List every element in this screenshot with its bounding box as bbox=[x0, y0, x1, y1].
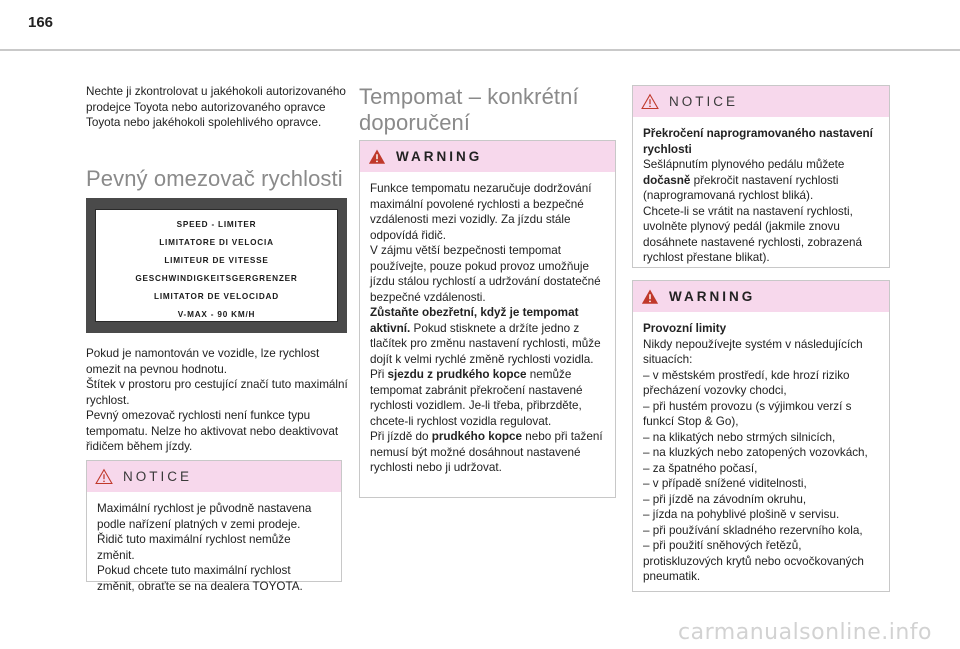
notice-box-left bbox=[86, 460, 342, 593]
watermark: carmanualsonline.info bbox=[678, 620, 932, 645]
warning-para: nebo při tažení nemusí být možné dosáhnout nastavené rychlosti nebo ji udržovat. bbox=[370, 430, 603, 474]
warning-para: nemůže tempomat zabránit překročení nastavené rychlosti vozidlem. Je-li třeba, přibrzděte, chcete-li rychlost vozidla regulovat. bbox=[370, 368, 583, 428]
label-line: LIMITEUR DE VITESSE bbox=[164, 256, 269, 265]
warning-text bbox=[633, 312, 889, 585]
section-heading-fixed-limiter: Pevný omezovač rychlosti bbox=[86, 166, 343, 191]
warning-box-right bbox=[632, 280, 890, 592]
warning-title: WARNING bbox=[396, 149, 483, 164]
notice-title: NOTICE bbox=[669, 94, 739, 109]
page-number: 166 bbox=[28, 14, 54, 31]
warning-header bbox=[633, 281, 889, 312]
warning-bold: sjezdu z prudkého kopce bbox=[387, 368, 527, 381]
label-line: LIMITATORE DI VELOCIA bbox=[159, 238, 274, 247]
intro-text: Nechte ji zkontrolovat u jakéhokoli autorizovaného prodejce Toyota nebo autorizovaného opravce Toyota nebo jakéhokoli spolehlivého opravce. bbox=[86, 85, 346, 129]
notice-text bbox=[633, 117, 889, 266]
label-line: GESCHWINDIGKEITSGERGRENZER bbox=[135, 274, 298, 283]
warning-header bbox=[360, 141, 615, 172]
speed-limiter-label-image bbox=[86, 198, 347, 333]
label-line: V-MAX - 90 KM/H bbox=[177, 310, 256, 319]
warning-list: Nikdy nepoužívejte systém v následujících situacích: – v městském prostředí, kde hrozí riziko přecházení vozovky chodci, – při hustém provozu (s výjimkou verzí s funkcí Stop & Go), – na klikatých nebo strmých silnicích, – na kluzkých nebo zatopených vozovkách, – za špatného počasí, – v případě snížené viditelnosti, – při jízdě na závodním okruhu, – jízda na pohyblivé plošině v servisu. – při používání skladného rezervního kola, – při použití sněhových řetězů, protiskluzových krytů nebo ocvočkovaných pneumatik. bbox=[643, 337, 868, 583]
label-line: LIMITATOR DE VELOCIDAD bbox=[154, 292, 279, 301]
notice-para: Sešlápnutím plynového pedálu můžete bbox=[643, 158, 845, 171]
notice-bold: dočasně bbox=[643, 173, 691, 187]
warning-triangle-icon bbox=[368, 148, 386, 165]
warning-bold: Provozní limity bbox=[643, 322, 727, 335]
warning-para: Funkce tempomatu nezaručuje dodržování maximální povolené rychlosti a bezpečné vzdálenosti mezi vozidly. Za jízdu stále odpovídá řidič. V zájmu větší bezpečnosti tempomat používejte, pouze pokud provoz umožňuje jízdu stálou rychlostí a udržování dostatečné bezpečné vzdálenosti. bbox=[370, 182, 601, 304]
notice-text: Maximální rychlost je původně nastavena podle nařízení platných v zemi prodeje. Řidič tuto maximální rychlost nemůže změnit. Pokud chcete tuto maximální rychlost změnit, obraťte se na dealera TOYOTA. bbox=[97, 502, 312, 593]
warning-para: Při bbox=[370, 368, 388, 381]
notice-box-right bbox=[632, 85, 890, 268]
top-rule bbox=[0, 49, 960, 51]
warning-bold: prudkého kopce bbox=[431, 430, 522, 443]
warning-text bbox=[360, 172, 615, 476]
notice-triangle-icon bbox=[95, 468, 113, 485]
warning-bold: Zůstaňte obezřetní, když je tempomat aktivní. bbox=[370, 306, 579, 335]
notice-title: NOTICE bbox=[123, 469, 193, 484]
notice-para: Chcete-li se vrátit na nastavení rychlosti, uvolněte plynový pedál (jakmile znovu dosáhnete nastavené rychlosti, zobrazená rychlost přestane blikat). bbox=[643, 204, 862, 264]
label-frame bbox=[95, 209, 338, 322]
notice-header bbox=[87, 461, 341, 492]
fixed-limiter-description: Pokud je namontován ve vozidle, lze rychlost omezit na pevnou hodnotu. Štítek v prostoru pro cestující značí tuto maximální rychlost. Pevný omezovač rychlosti není funkce typu tempomatu. Nelze ho aktivovat nebo deaktivovat řidičem během jízdy. bbox=[86, 347, 348, 453]
warning-triangle-icon bbox=[641, 288, 659, 305]
notice-para: překročit nastavení rychlosti (naprogramovaná rychlost bliká). bbox=[643, 173, 839, 202]
warning-para: Při jízdě do bbox=[370, 430, 432, 443]
warning-box-middle bbox=[359, 140, 616, 498]
warning-para: Pokud stisknete a držíte jedno z tlačítek pro změnu nastavení rychlosti, může dojít k velmi rychlé změně rychlosti vozidla. bbox=[370, 321, 601, 366]
notice-header bbox=[633, 86, 889, 117]
notice-bold: Překročení naprogramovaného nastavení rychlosti bbox=[643, 127, 873, 156]
label-line: SPEED - LIMITER bbox=[176, 220, 257, 229]
section-heading-cruise-control: Tempomat – konkrétní doporučení bbox=[359, 84, 579, 135]
warning-title: WARNING bbox=[669, 289, 756, 304]
notice-triangle-icon bbox=[641, 93, 659, 110]
